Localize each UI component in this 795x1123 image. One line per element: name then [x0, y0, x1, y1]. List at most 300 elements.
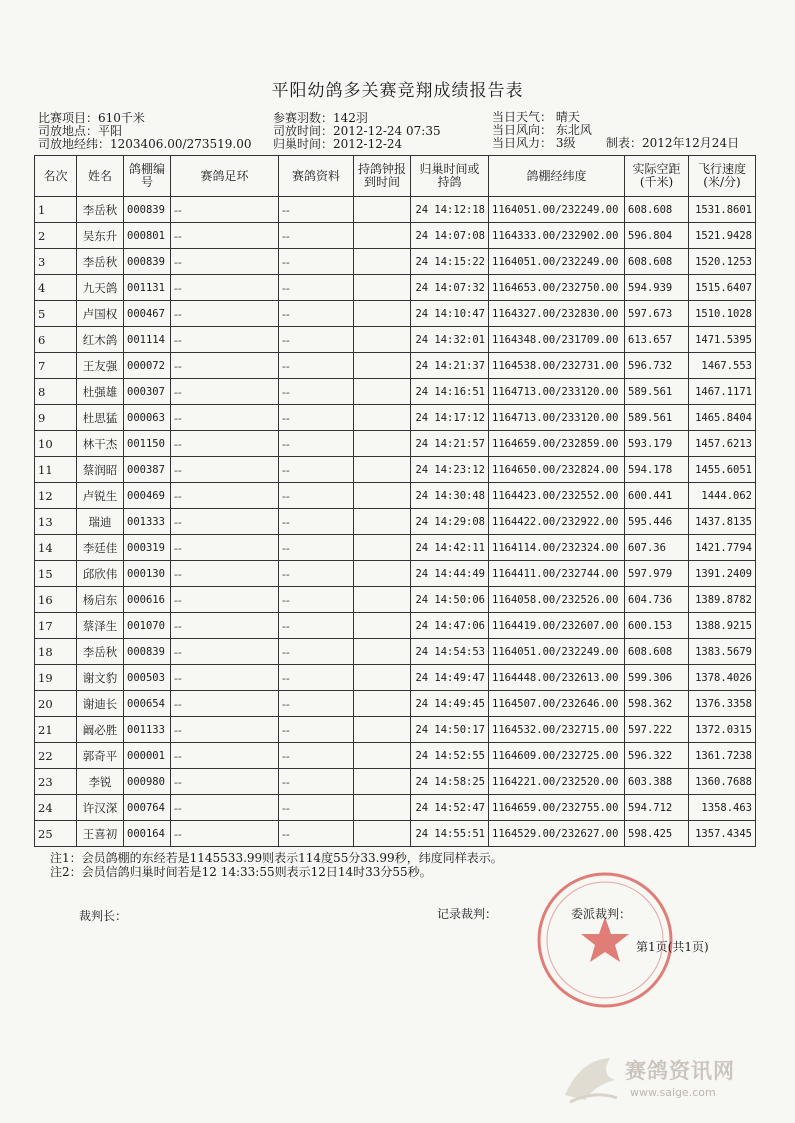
table-row [35, 821, 756, 847]
cell-loft-coord: 1164538.00/232731.00 [489, 353, 625, 379]
header-return-time: 归巢时间或持鸽 [411, 156, 489, 197]
table-row [35, 405, 756, 431]
cell-speed: 1455.6051 [689, 457, 756, 483]
cell-loft-coord: 1164532.00/232715.00 [489, 717, 625, 743]
info-event: 比赛项目：610千米 [38, 111, 145, 125]
cell-loft-coord: 1164422.00/232922.00 [489, 509, 625, 535]
cell-return-time: 24 14:54:53 [411, 639, 489, 665]
cell-clock-time [354, 769, 411, 795]
cell-loft-coord: 1164411.00/232744.00 [489, 561, 625, 587]
cell-clock-time [354, 353, 411, 379]
cell-loft-id: 000063 [124, 405, 171, 431]
cell-bird-info: -- [279, 431, 354, 457]
cell-speed: 1361.7238 [689, 743, 756, 769]
cell-rank: 13 [35, 509, 77, 535]
cell-distance: 608.608 [625, 197, 689, 223]
cell-name: 邱欣伟 [77, 561, 124, 587]
cell-loft-id: 000319 [124, 535, 171, 561]
info-birds: 参赛羽数：142羽 [273, 111, 368, 125]
cell-name: 蔡泽生 [77, 613, 124, 639]
cell-bird-info: -- [279, 587, 354, 613]
cell-bird-info: -- [279, 665, 354, 691]
cell-bird-info: -- [279, 639, 354, 665]
cell-return-time: 24 14:55:51 [411, 821, 489, 847]
recorder-label: 记录裁判： [437, 907, 498, 921]
header-rank: 名次 [35, 156, 77, 197]
cell-name: 阚必胜 [77, 717, 124, 743]
cell-ring: -- [171, 717, 279, 743]
table-row [35, 327, 756, 353]
cell-speed: 1457.6213 [689, 431, 756, 457]
cell-distance: 596.322 [625, 743, 689, 769]
cell-name: 杨启东 [77, 587, 124, 613]
cell-rank: 6 [35, 327, 77, 353]
cell-speed: 1437.8135 [689, 509, 756, 535]
cell-clock-time [354, 587, 411, 613]
cell-rank: 1 [35, 197, 77, 223]
info-release-place: 司放地点：平阳 [38, 124, 123, 138]
cell-loft-id: 000387 [124, 457, 171, 483]
cell-name: 杜强雄 [77, 379, 124, 405]
cell-return-time: 24 14:30:48 [411, 483, 489, 509]
cell-return-time: 24 14:49:47 [411, 665, 489, 691]
cell-loft-id: 000616 [124, 587, 171, 613]
cell-bird-info: -- [279, 769, 354, 795]
header-name: 姓名 [77, 156, 124, 197]
cell-bird-info: -- [279, 405, 354, 431]
cell-bird-info: -- [279, 249, 354, 275]
cell-name: 杜思猛 [77, 405, 124, 431]
cell-ring: -- [171, 691, 279, 717]
table-row [35, 743, 756, 769]
cell-speed: 1389.8782 [689, 587, 756, 613]
cell-bird-info: -- [279, 743, 354, 769]
cell-rank: 10 [35, 431, 77, 457]
cell-speed: 1510.1028 [689, 301, 756, 327]
cell-bird-info: -- [279, 717, 354, 743]
cell-name: 瑞迪 [77, 509, 124, 535]
cell-rank: 4 [35, 275, 77, 301]
cell-ring: -- [171, 509, 279, 535]
cell-loft-coord: 1164419.00/232607.00 [489, 613, 625, 639]
cell-clock-time [354, 431, 411, 457]
cell-distance: 607.36 [625, 535, 689, 561]
cell-loft-coord: 1164529.00/232627.00 [489, 821, 625, 847]
cell-bird-info: -- [279, 223, 354, 249]
appointed-referee-label: 委派裁判： [571, 907, 632, 921]
cell-return-time: 24 14:16:51 [411, 379, 489, 405]
cell-speed: 1471.5395 [689, 327, 756, 353]
cell-bird-info: -- [279, 275, 354, 301]
cell-loft-coord: 1164653.00/232750.00 [489, 275, 625, 301]
page-indicator: 第1页(共1页) [636, 940, 709, 954]
cell-bird-info: -- [279, 691, 354, 717]
cell-distance: 600.441 [625, 483, 689, 509]
table-row [35, 379, 756, 405]
header-ring: 赛鸽足环 [171, 156, 279, 197]
cell-speed: 1515.6407 [689, 275, 756, 301]
cell-clock-time [354, 795, 411, 821]
cell-return-time: 24 14:15:22 [411, 249, 489, 275]
cell-return-time: 24 14:32:01 [411, 327, 489, 353]
cell-ring: -- [171, 457, 279, 483]
cell-speed: 1531.8601 [689, 197, 756, 223]
cell-loft-id: 000469 [124, 483, 171, 509]
cell-ring: -- [171, 405, 279, 431]
cell-clock-time [354, 327, 411, 353]
cell-distance: 597.979 [625, 561, 689, 587]
cell-clock-time [354, 639, 411, 665]
cell-return-time: 24 14:10:47 [411, 301, 489, 327]
cell-ring: -- [171, 197, 279, 223]
cell-clock-time [354, 405, 411, 431]
cell-speed: 1465.8404 [689, 405, 756, 431]
header-loft-id: 鸽棚编号 [124, 156, 171, 197]
report-title: 平阳幼鸽多关赛竞翔成绩报告表 [271, 81, 524, 101]
cell-ring: -- [171, 821, 279, 847]
cell-loft-coord: 1164327.00/232830.00 [489, 301, 625, 327]
cell-return-time: 24 14:52:55 [411, 743, 489, 769]
cell-loft-coord: 1164221.00/232520.00 [489, 769, 625, 795]
cell-loft-coord: 1164423.00/232552.00 [489, 483, 625, 509]
cell-ring: -- [171, 769, 279, 795]
cell-name: 谢文豹 [77, 665, 124, 691]
header-loft-coord: 鸽棚经纬度 [489, 156, 625, 197]
cell-clock-time [354, 561, 411, 587]
cell-return-time: 24 14:29:08 [411, 509, 489, 535]
cell-return-time: 24 14:23:12 [411, 457, 489, 483]
cell-ring: -- [171, 639, 279, 665]
cell-speed: 1521.9428 [689, 223, 756, 249]
cell-return-time: 24 14:07:32 [411, 275, 489, 301]
cell-clock-time [354, 691, 411, 717]
cell-clock-time [354, 717, 411, 743]
cell-distance: 600.153 [625, 613, 689, 639]
cell-loft-id: 000839 [124, 639, 171, 665]
cell-loft-id: 000503 [124, 665, 171, 691]
cell-clock-time [354, 457, 411, 483]
cell-bird-info: -- [279, 379, 354, 405]
cell-return-time: 24 14:07:08 [411, 223, 489, 249]
cell-bird-info: -- [279, 457, 354, 483]
table-row [35, 535, 756, 561]
table-row [35, 197, 756, 223]
header-distance: 实际空距(千米) [625, 156, 689, 197]
cell-distance: 595.446 [625, 509, 689, 535]
cell-clock-time [354, 197, 411, 223]
cell-return-time: 24 14:58:25 [411, 769, 489, 795]
table-row [35, 509, 756, 535]
cell-bird-info: -- [279, 353, 354, 379]
cell-name: 卢国权 [77, 301, 124, 327]
cell-rank: 16 [35, 587, 77, 613]
cell-name: 许汉深 [77, 795, 124, 821]
cell-bird-info: -- [279, 535, 354, 561]
cell-distance: 608.608 [625, 249, 689, 275]
cell-speed: 1444.062 [689, 483, 756, 509]
cell-ring: -- [171, 665, 279, 691]
cell-name: 红木鸽 [77, 327, 124, 353]
cell-loft-id: 001131 [124, 275, 171, 301]
cell-speed: 1391.2409 [689, 561, 756, 587]
cell-bird-info: -- [279, 327, 354, 353]
cell-distance: 589.561 [625, 405, 689, 431]
cell-rank: 21 [35, 717, 77, 743]
cell-rank: 7 [35, 353, 77, 379]
cell-bird-info: -- [279, 509, 354, 535]
cell-speed: 1372.0315 [689, 717, 756, 743]
table-row [35, 353, 756, 379]
table-row [35, 639, 756, 665]
table-row [35, 275, 756, 301]
cell-distance: 596.732 [625, 353, 689, 379]
cell-clock-time [354, 275, 411, 301]
cell-distance: 596.804 [625, 223, 689, 249]
table-row [35, 431, 756, 457]
table-row [35, 613, 756, 639]
cell-clock-time [354, 301, 411, 327]
table-row [35, 561, 756, 587]
table-row [35, 483, 756, 509]
cell-speed: 1376.3358 [689, 691, 756, 717]
cell-name: 谢迪长 [77, 691, 124, 717]
cell-loft-id: 001070 [124, 613, 171, 639]
cell-rank: 14 [35, 535, 77, 561]
results-table [34, 155, 756, 847]
cell-distance: 597.673 [625, 301, 689, 327]
cell-name: 林干杰 [77, 431, 124, 457]
cell-return-time: 24 14:42:11 [411, 535, 489, 561]
cell-distance: 599.306 [625, 665, 689, 691]
cell-loft-coord: 1164333.00/232902.00 [489, 223, 625, 249]
cell-rank: 20 [35, 691, 77, 717]
header-bird-info: 赛鸽资料 [279, 156, 354, 197]
cell-rank: 23 [35, 769, 77, 795]
cell-loft-id: 001333 [124, 509, 171, 535]
cell-speed: 1358.463 [689, 795, 756, 821]
cell-ring: -- [171, 743, 279, 769]
cell-loft-coord: 1164609.00/232725.00 [489, 743, 625, 769]
cell-distance: 604.736 [625, 587, 689, 613]
cell-return-time: 24 14:49:45 [411, 691, 489, 717]
cell-loft-coord: 1164114.00/232324.00 [489, 535, 625, 561]
cell-return-time: 24 14:52:47 [411, 795, 489, 821]
table-row [35, 665, 756, 691]
cell-loft-id: 000801 [124, 223, 171, 249]
cell-return-time: 24 14:21:37 [411, 353, 489, 379]
cell-distance: 594.178 [625, 457, 689, 483]
cell-return-time: 24 14:47:06 [411, 613, 489, 639]
cell-return-time: 24 14:50:17 [411, 717, 489, 743]
cell-distance: 589.561 [625, 379, 689, 405]
cell-name: 蔡润昭 [77, 457, 124, 483]
cell-loft-coord: 1164650.00/232824.00 [489, 457, 625, 483]
cell-loft-coord: 1164659.00/232859.00 [489, 431, 625, 457]
cell-rank: 5 [35, 301, 77, 327]
watermark-url: www.saige.com [630, 1086, 716, 1099]
cell-ring: -- [171, 795, 279, 821]
cell-clock-time [354, 249, 411, 275]
cell-rank: 24 [35, 795, 77, 821]
cell-speed: 1357.4345 [689, 821, 756, 847]
cell-rank: 8 [35, 379, 77, 405]
cell-speed: 1360.7688 [689, 769, 756, 795]
info-made-date: 制表：2012年12月24日 [606, 136, 740, 150]
watermark-text: 赛鸽资讯网 [625, 1059, 735, 1083]
cell-clock-time [354, 483, 411, 509]
info-release-time: 司放时间：2012-12-24 07:35 [273, 124, 441, 138]
cell-clock-time [354, 821, 411, 847]
table-row [35, 457, 756, 483]
cell-loft-coord: 1164058.00/232526.00 [489, 587, 625, 613]
cell-speed: 1467.1171 [689, 379, 756, 405]
cell-ring: -- [171, 223, 279, 249]
cell-distance: 608.608 [625, 639, 689, 665]
cell-bird-info: -- [279, 483, 354, 509]
cell-loft-id: 000467 [124, 301, 171, 327]
cell-name: 王喜初 [77, 821, 124, 847]
cell-clock-time [354, 665, 411, 691]
cell-loft-id: 000980 [124, 769, 171, 795]
cell-rank: 18 [35, 639, 77, 665]
cell-distance: 593.179 [625, 431, 689, 457]
cell-distance: 598.362 [625, 691, 689, 717]
cell-clock-time [354, 509, 411, 535]
info-release-coord: 司放地经纬：1203406.00/273519.00 [38, 137, 252, 151]
notes [50, 851, 503, 879]
cell-rank: 25 [35, 821, 77, 847]
cell-loft-id: 001150 [124, 431, 171, 457]
table-row [35, 223, 756, 249]
cell-loft-id: 000654 [124, 691, 171, 717]
cell-rank: 15 [35, 561, 77, 587]
cell-bird-info: -- [279, 301, 354, 327]
cell-loft-coord: 1164448.00/232613.00 [489, 665, 625, 691]
cell-name: 李岳秋 [77, 249, 124, 275]
cell-loft-coord: 1164051.00/232249.00 [489, 249, 625, 275]
cell-rank: 19 [35, 665, 77, 691]
cell-ring: -- [171, 535, 279, 561]
info-return-time: 归巢时间：2012-12-24 [273, 137, 403, 151]
cell-bird-info: -- [279, 821, 354, 847]
table-row [35, 691, 756, 717]
table-row [35, 795, 756, 821]
cell-bird-info: -- [279, 197, 354, 223]
cell-rank: 12 [35, 483, 77, 509]
cell-ring: -- [171, 301, 279, 327]
cell-name: 李岳秋 [77, 639, 124, 665]
cell-bird-info: -- [279, 613, 354, 639]
cell-bird-info: -- [279, 561, 354, 587]
table-header-row [35, 156, 756, 197]
cell-distance: 597.222 [625, 717, 689, 743]
table-row [35, 717, 756, 743]
cell-name: 李廷佳 [77, 535, 124, 561]
header-speed: 飞行速度(米/分) [689, 156, 756, 197]
cell-rank: 17 [35, 613, 77, 639]
cell-name: 卢锐生 [77, 483, 124, 509]
cell-rank: 11 [35, 457, 77, 483]
cell-loft-id: 000072 [124, 353, 171, 379]
cell-distance: 603.388 [625, 769, 689, 795]
note-2: 注2：会员信鸽归巢时间若是12 14:33:55则表示12日14时33分55秒。 [50, 865, 432, 879]
cell-loft-coord: 1164051.00/232249.00 [489, 197, 625, 223]
cell-return-time: 24 14:50:06 [411, 587, 489, 613]
cell-ring: -- [171, 431, 279, 457]
header-clock-time: 持鸽钟报到时间 [354, 156, 411, 197]
chief-referee-label: 裁判长： [79, 909, 128, 923]
cell-loft-coord: 1164659.00/232755.00 [489, 795, 625, 821]
cell-speed: 1388.9215 [689, 613, 756, 639]
cell-rank: 9 [35, 405, 77, 431]
cell-loft-coord: 1164051.00/232249.00 [489, 639, 625, 665]
table-row [35, 587, 756, 613]
cell-loft-id: 001114 [124, 327, 171, 353]
cell-loft-coord: 1164713.00/233120.00 [489, 405, 625, 431]
cell-clock-time [354, 379, 411, 405]
cell-ring: -- [171, 561, 279, 587]
cell-rank: 22 [35, 743, 77, 769]
cell-distance: 594.712 [625, 795, 689, 821]
cell-speed: 1378.4026 [689, 665, 756, 691]
cell-name: 王友强 [77, 353, 124, 379]
cell-speed: 1421.7794 [689, 535, 756, 561]
cell-ring: -- [171, 353, 279, 379]
cell-clock-time [354, 535, 411, 561]
cell-rank: 3 [35, 249, 77, 275]
table-row [35, 769, 756, 795]
cell-name: 吴东升 [77, 223, 124, 249]
cell-ring: -- [171, 483, 279, 509]
cell-ring: -- [171, 249, 279, 275]
cell-distance: 594.939 [625, 275, 689, 301]
cell-loft-coord: 1164713.00/233120.00 [489, 379, 625, 405]
cell-loft-id: 000764 [124, 795, 171, 821]
table-row [35, 249, 756, 275]
cell-name: 李锐 [77, 769, 124, 795]
cell-loft-id: 000307 [124, 379, 171, 405]
cell-distance: 613.657 [625, 327, 689, 353]
cell-return-time: 24 14:17:12 [411, 405, 489, 431]
cell-loft-id: 000130 [124, 561, 171, 587]
cell-speed: 1520.1253 [689, 249, 756, 275]
cell-loft-id: 000839 [124, 249, 171, 275]
cell-speed: 1467.553 [689, 353, 756, 379]
cell-loft-id: 001133 [124, 717, 171, 743]
cell-speed: 1383.5679 [689, 639, 756, 665]
cell-bird-info: -- [279, 795, 354, 821]
cell-ring: -- [171, 587, 279, 613]
cell-name: 李岳秋 [77, 197, 124, 223]
cell-ring: -- [171, 275, 279, 301]
note-1: 注1：会员鸽棚的东经若是1145533.99则表示114度55分33.99秒，纬度同样表示。 [50, 851, 503, 865]
cell-ring: -- [171, 613, 279, 639]
cell-return-time: 24 14:12:18 [411, 197, 489, 223]
cell-name: 郭奇平 [77, 743, 124, 769]
info-wind-direction: 当日风向： 东北风 [492, 123, 592, 137]
cell-loft-id: 000839 [124, 197, 171, 223]
cell-return-time: 24 14:21:57 [411, 431, 489, 457]
cell-clock-time [354, 743, 411, 769]
cell-clock-time [354, 223, 411, 249]
cell-name: 九天鸽 [77, 275, 124, 301]
info-wind-force: 当日风力： 3级 [492, 136, 576, 150]
cell-loft-id: 000164 [124, 821, 171, 847]
cell-ring: -- [171, 327, 279, 353]
table-row [35, 301, 756, 327]
cell-loft-coord: 1164507.00/232646.00 [489, 691, 625, 717]
cell-clock-time [354, 613, 411, 639]
